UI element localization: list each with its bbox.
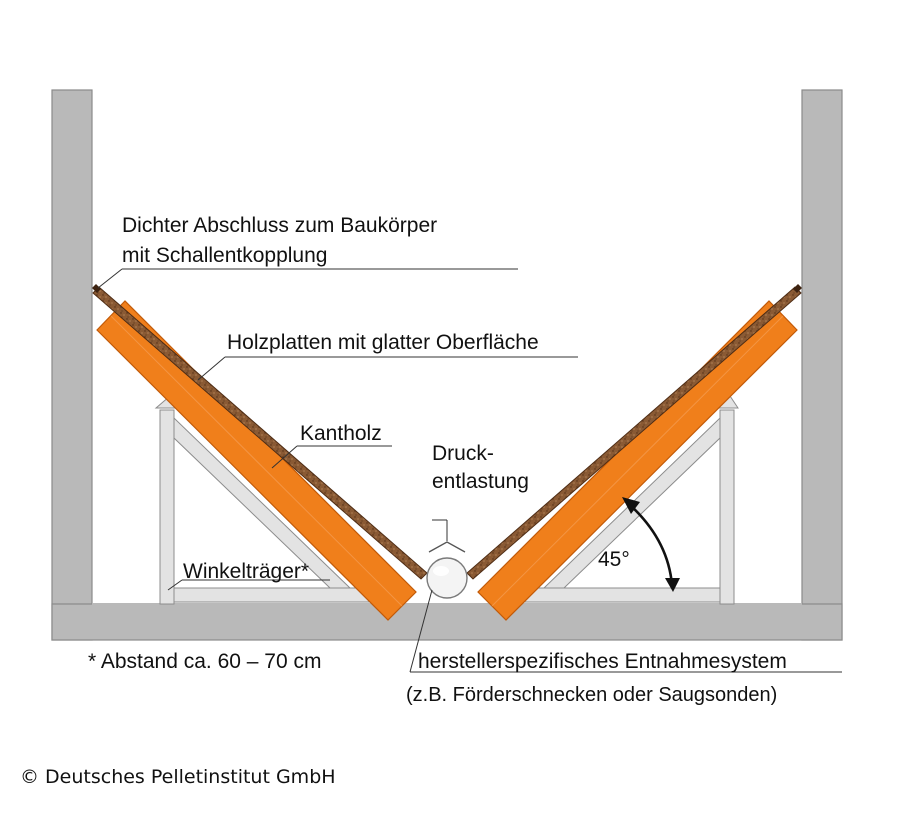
extraction-pipe: [427, 558, 467, 598]
seal-leader: [98, 269, 122, 288]
relief-label-line2: entlastung: [432, 470, 529, 493]
footnote-label: * Abstand ca. 60 – 70 cm: [88, 650, 322, 673]
left-wall: [52, 90, 92, 640]
right-wall: [802, 90, 842, 640]
seal-label-line2: mit Schallentkopplung: [122, 244, 328, 267]
beam-label: Kantholz: [300, 422, 382, 445]
seal-label-line1: Dichter Abschluss zum Baukörper: [122, 214, 438, 237]
floor-slab: [52, 604, 842, 640]
extraction-label-line1: herstellerspezifisches Entnahmesystem: [418, 650, 787, 673]
relief-label-line1: Druck-: [432, 442, 494, 465]
extraction-label-line2: (z.B. Förderschnecken oder Saugsonden): [406, 684, 778, 706]
pressure-relief-cap: [429, 542, 465, 552]
boards-leader: [198, 357, 225, 380]
bracket-label: Winkelträger*: [183, 560, 310, 583]
boards-label: Holzplatten mit glatter Oberfläche: [227, 331, 539, 354]
copyright-credit: © Deutsches Pelletinstitut GmbH: [20, 766, 336, 788]
angle-label: 45°: [598, 548, 630, 571]
